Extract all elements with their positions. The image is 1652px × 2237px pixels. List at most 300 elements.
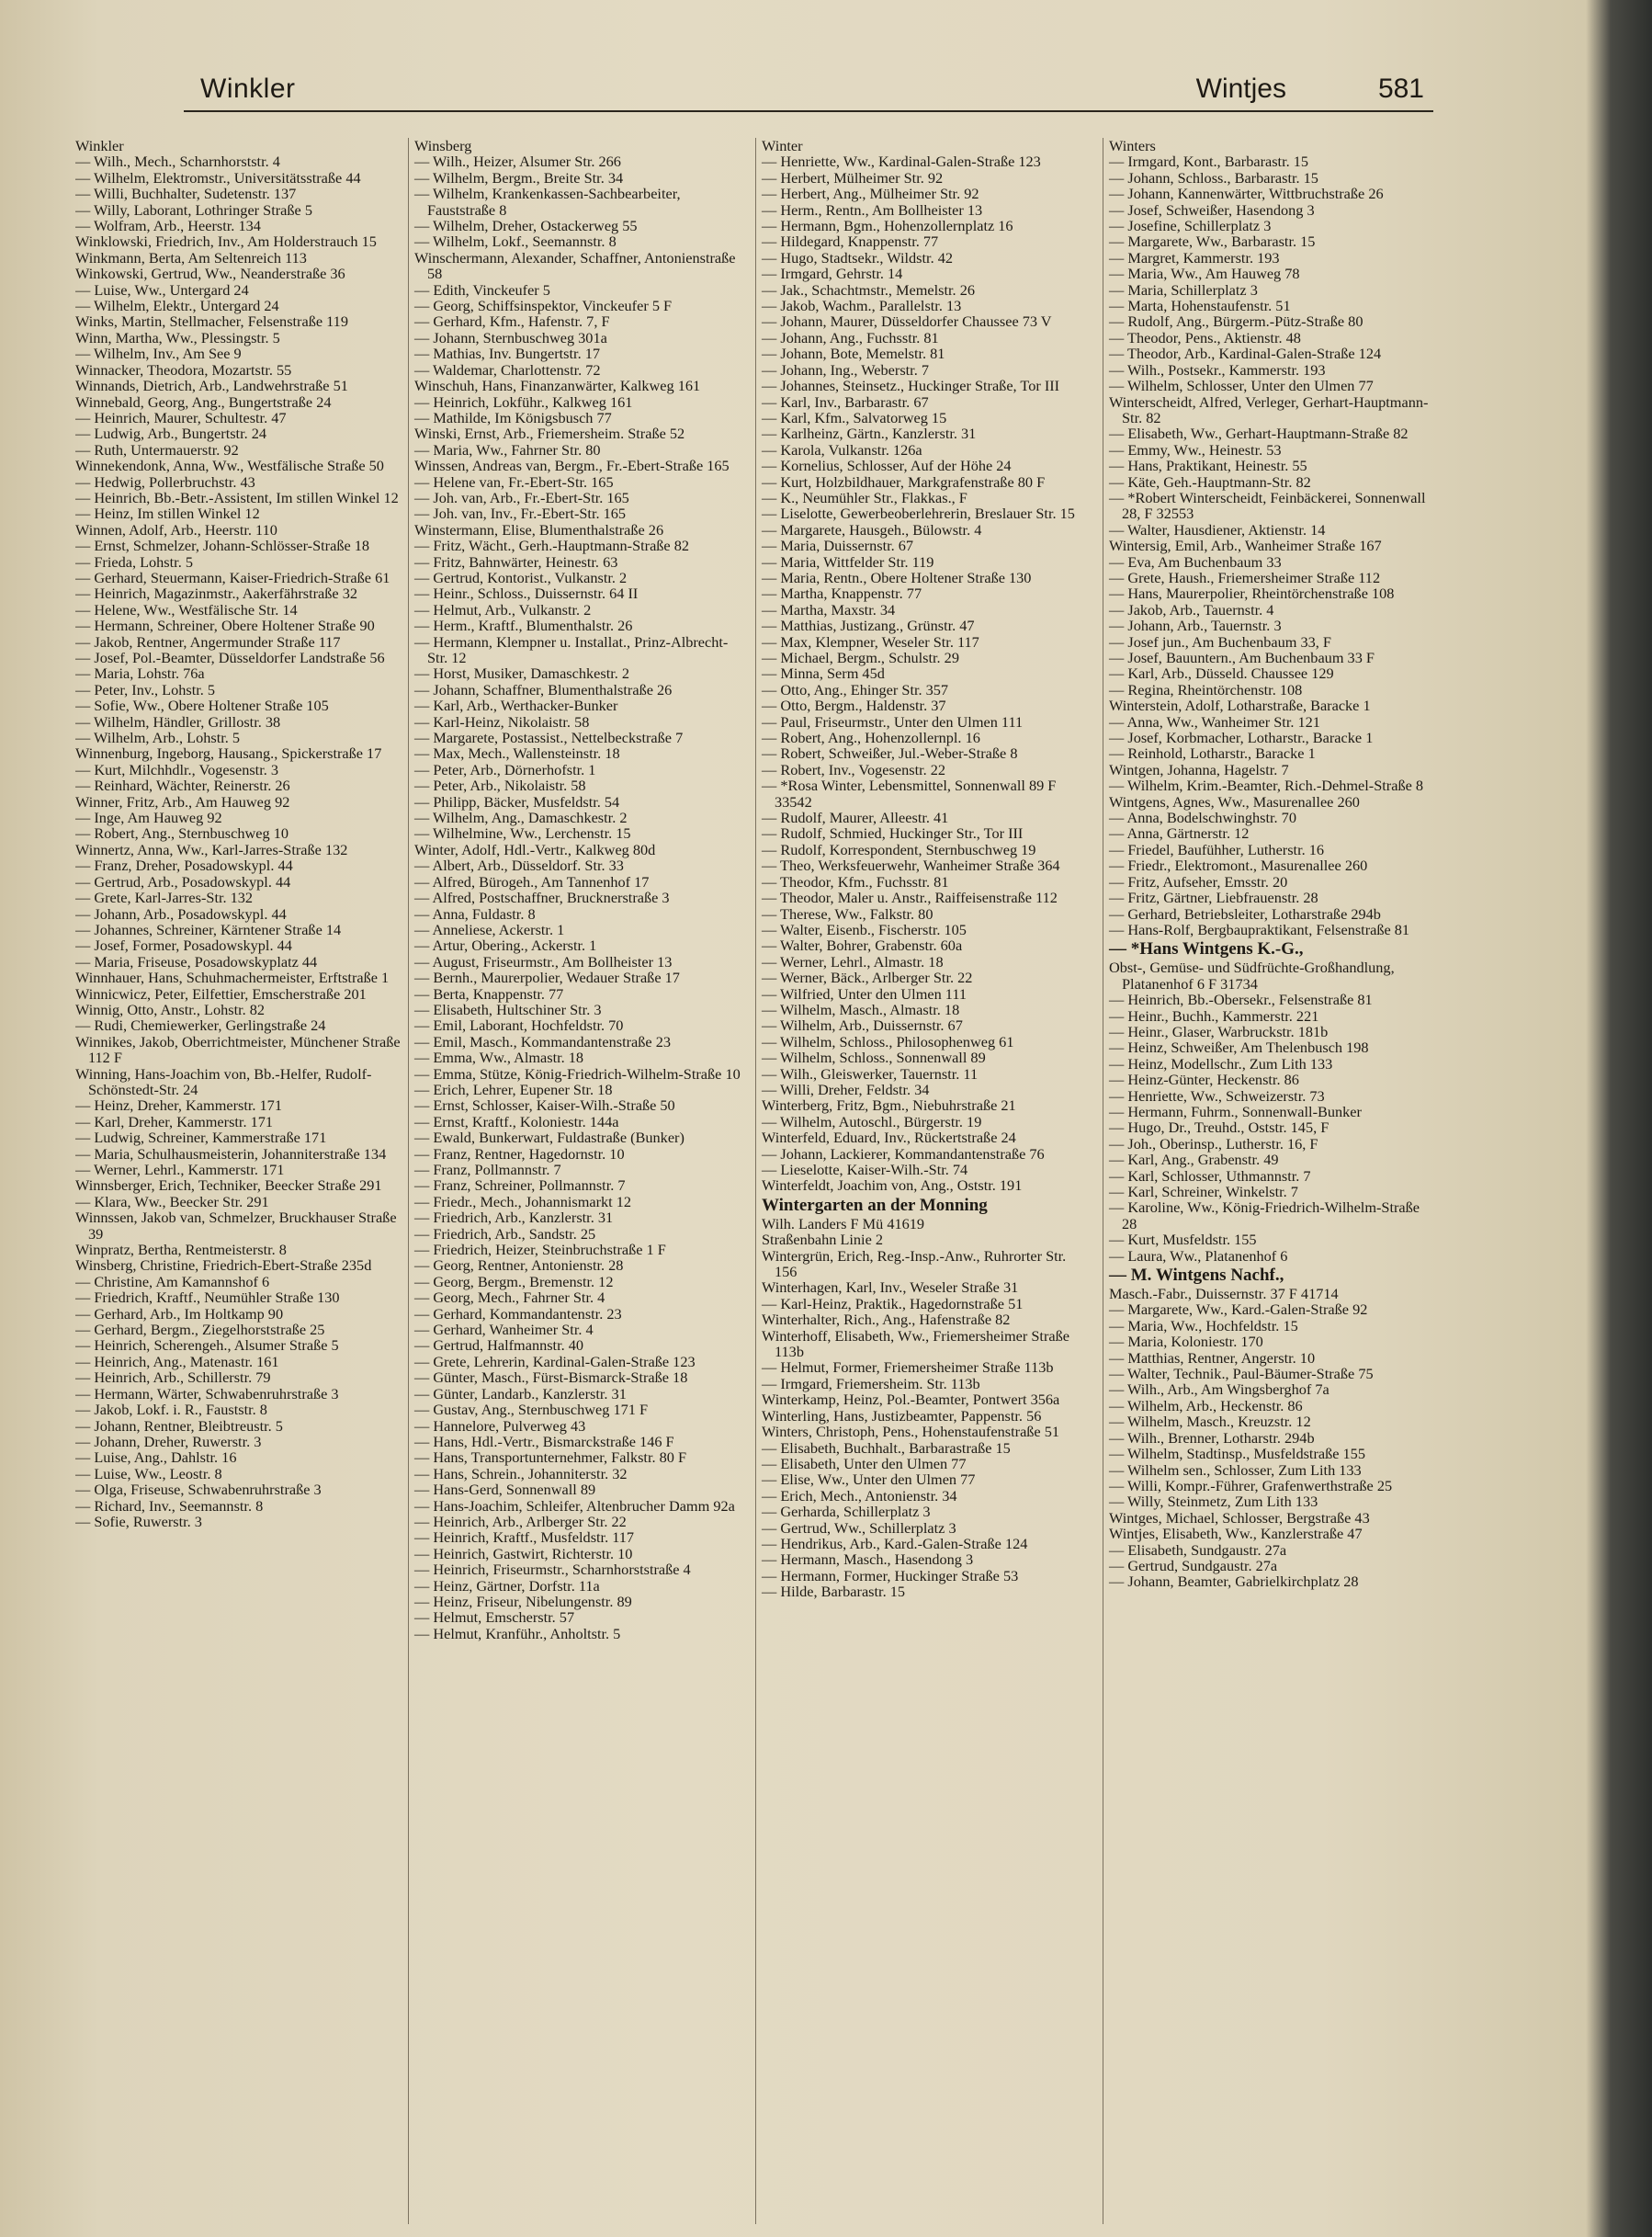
directory-entry: Wintjes, Elisabeth, Ww., Kanzlerstraße 47 bbox=[1109, 1525, 1363, 1543]
directory-entry: — Wilhelm, Schloss., Philosophenweg 61 bbox=[762, 1032, 1014, 1050]
directory-entry: — Theodor, Pens., Aktienstr. 48 bbox=[1109, 328, 1301, 346]
directory-entry: — Maria, Schulhausmeisterin, Johanniterstraße 134 bbox=[75, 1144, 387, 1163]
directory-entry: — Emma, Stütze, König-Friedrich-Wilhelm-Straße 10 bbox=[414, 1064, 741, 1083]
directory-entry: — Albert, Arb., Düsseldorf. Str. 33 bbox=[414, 857, 624, 875]
directory-entry: Winterhalter, Rich., Ang., Hafenstraße 82 bbox=[762, 1311, 1011, 1329]
directory-entry: — Heinz, Gärtner, Dorfstr. 11a bbox=[414, 1576, 600, 1595]
directory-entry: — Maria, Ww., Am Hauweg 78 bbox=[1109, 265, 1300, 283]
directory-entry: — Hugo, Stadtsekr., Wildstr. 42 bbox=[762, 248, 953, 267]
directory-entry: — Matthias, Rentner, Angerstr. 10 bbox=[1109, 1348, 1316, 1367]
directory-entry: — Johann, Maurer, Düsseldorfer Chaussee 73 V bbox=[762, 312, 1052, 331]
directory-entry: — Anna, Fuldastr. 8 bbox=[414, 904, 536, 923]
directory-entry: — Maria, Schillerplatz 3 bbox=[1109, 280, 1258, 299]
directory-entry: Winsberg bbox=[414, 138, 472, 154]
directory-entry: — Rudolf, Ang., Bürgerm.-Pütz-Straße 80 bbox=[1109, 312, 1363, 331]
directory-entry: — Laura, Ww., Platanenhof 6 bbox=[1109, 1246, 1288, 1265]
directory-entry: — Herbert, Ang., Mülheimer Str. 92 bbox=[762, 185, 979, 203]
directory-entry: — Wilhelm, Händler, Grillostr. 38 bbox=[75, 712, 281, 731]
directory-entry: Winterscheidt, Alfred, Verleger, Gerhart-Hauptmann-Str. 82 bbox=[1109, 392, 1429, 426]
directory-entry: Wintgen, Johanna, Hagelstr. 7 bbox=[1109, 760, 1289, 778]
directory-entry: — Karlheinz, Gärtn., Kanzlerstr. 31 bbox=[762, 425, 977, 443]
directory-entry: — Ernst, Kraftf., Koloniestr. 144a bbox=[414, 1112, 619, 1130]
directory-entry: — Friedrich, Arb., Sandstr. 25 bbox=[414, 1224, 596, 1243]
directory-entry: Winschermann, Alexander, Schaffner, Antonienstraße 58 bbox=[414, 248, 736, 283]
directory-columns bbox=[75, 138, 1435, 2224]
directory-entry: — Hans-Rolf, Bergbaupraktikant, Felsenstraße 81 bbox=[1109, 920, 1410, 938]
directory-entry: — Heinz-Günter, Heckenstr. 86 bbox=[1109, 1071, 1299, 1089]
directory-entry: — Heinz, Friseur, Nibelungenstr. 89 bbox=[414, 1592, 632, 1610]
directory-entry: — Maria, Lohstr. 76a bbox=[75, 664, 205, 683]
directory-entry: — Heinz, Modellschr., Zum Lith 133 bbox=[1109, 1054, 1333, 1073]
page-number: 581 bbox=[1377, 74, 1424, 104]
directory-entry: — Michael, Bergm., Schulstr. 29 bbox=[762, 649, 959, 666]
directory-entry: Winnsberger, Erich, Techniker, Beecker Straße 291 bbox=[75, 1176, 382, 1195]
directory-entry: — Franz, Schreiner, Pollmannstr. 7 bbox=[414, 1176, 626, 1195]
directory-entry: — Georg, Rentner, Antonienstr. 28 bbox=[414, 1256, 624, 1275]
directory-entry: — Rudolf, Korrespondent, Sternbuschweg 19 bbox=[762, 840, 1036, 858]
header-last-name: Wintjes bbox=[1195, 74, 1286, 104]
directory-entry: — *Rosa Winter, Lebensmittel, Sonnenwall 89 F 33542 bbox=[762, 777, 1057, 811]
directory-entry: — Wilhelm, Stadtinsp., Musfeldstraße 155 bbox=[1109, 1445, 1365, 1463]
directory-entry: — Werner, Bäck., Arlberger Str. 22 bbox=[762, 969, 973, 987]
directory-entry: — Irmgard, Kont., Barbarastr. 15 bbox=[1109, 153, 1309, 171]
directory-entry: — Josef, Pol.-Beamter, Düsseldorfer Landstraße 56 bbox=[75, 649, 385, 666]
directory-entry: — Wilhelmine, Ww., Lerchenstr. 15 bbox=[414, 824, 631, 843]
directory-entry: — Emil, Laborant, Hochfeldstr. 70 bbox=[414, 1016, 624, 1035]
directory-entry: Straßenbahn Linie 2 bbox=[762, 1231, 884, 1249]
directory-entry: — Heinrich, Gastwirt, Richterstr. 10 bbox=[414, 1544, 633, 1562]
directory-entry: — Wilhelm, Krim.-Beamter, Rich.-Dehmel-Straße 8 bbox=[1109, 777, 1424, 795]
directory-entry: — Ludwig, Schreiner, Kammerstraße 171 bbox=[75, 1129, 327, 1147]
directory-entry: — Irmgard, Gehrstr. 14 bbox=[762, 265, 903, 283]
directory-entry: — Karl, Schlosser, Uthmannstr. 7 bbox=[1109, 1166, 1311, 1185]
directory-entry: — Karl, Kfm., Salvatorweg 15 bbox=[762, 408, 947, 426]
directory-entry: — *Robert Winterscheidt, Feinbäckerei, Sonnenwall 28, F 32553 bbox=[1109, 488, 1426, 523]
directory-entry: — Karoline, Ww., König-Friedrich-Wilhelm-Straße 28 bbox=[1109, 1198, 1420, 1232]
directory-entry: — Hermann, Bgm., Hohenzollernplatz 16 bbox=[762, 217, 1013, 235]
directory-entry: — Gerhard, Betriebsleiter, Lotharstraße 294b bbox=[1109, 904, 1381, 923]
directory-entry: Winsberg, Christine, Friedrich-Ebert-Straße 235d bbox=[75, 1256, 372, 1275]
directory-entry: — Ruth, Untermauerstr. 92 bbox=[75, 440, 239, 459]
directory-entry: — Rudolf, Maurer, Alleestr. 41 bbox=[762, 809, 949, 827]
directory-entry: — M. Wintgens Nachf., bbox=[1109, 1266, 1284, 1286]
directory-entry: — Josef, Bauuntern., Am Buchenbaum 33 F bbox=[1109, 649, 1375, 666]
directory-entry: — Mathias, Inv. Bungertstr. 17 bbox=[414, 345, 600, 363]
directory-entry: — Johann, Ang., Fuchsstr. 81 bbox=[762, 328, 939, 346]
directory-entry: — Alfred, Bürogeh., Am Tannenhof 17 bbox=[414, 872, 650, 891]
directory-entry: Winterfeldt, Joachim von, Ang., Oststr. 191 bbox=[762, 1176, 1023, 1195]
directory-entry: — Friedr., Elektromont., Masurenallee 260 bbox=[1109, 857, 1368, 875]
directory-entry: — Josef, Schweißer, Hasendong 3 bbox=[1109, 200, 1315, 219]
directory-entry: — Margarete, Ww., Barbarastr. 15 bbox=[1109, 233, 1316, 251]
header-first-name: Winkler bbox=[200, 74, 296, 104]
directory-entry: — Werner, Lehrl., Almastr. 18 bbox=[762, 952, 944, 971]
directory-entry: — Robert, Ang., Sternbuschweg 10 bbox=[75, 824, 289, 843]
directory-entry: — Gertrud, Arb., Posadowskypl. 44 bbox=[75, 872, 291, 891]
directory-entry: — Philipp, Bäcker, Musfeldstr. 54 bbox=[414, 792, 620, 811]
directory-entry: — Heinrich, Bb.-Obersekr., Felsenstraße 81 bbox=[1109, 991, 1373, 1009]
directory-entry: — Robert, Inv., Vogesenstr. 22 bbox=[762, 760, 946, 778]
directory-entry: — Robert, Schweißer, Jul.-Weber-Straße 8 bbox=[762, 744, 1018, 763]
directory-entry: — Wolfram, Arb., Heerstr. 134 bbox=[75, 217, 261, 235]
directory-entry: — Gertrud, Sundgaustr. 27a bbox=[1109, 1556, 1278, 1574]
directory-entry: — Wilh., Postsekr., Kammerstr. 193 bbox=[1109, 360, 1326, 379]
directory-entry: — Otto, Bergm., Haldenstr. 37 bbox=[762, 697, 946, 715]
directory-entry: — Wilhelm, Dreher, Ostackerweg 55 bbox=[414, 217, 638, 235]
directory-entry: — Fritz, Aufseher, Emsstr. 20 bbox=[1109, 872, 1288, 891]
directory-entry: — Josef, Former, Posadowskypl. 44 bbox=[75, 937, 292, 955]
directory-entry: — Herm., Rentn., Am Bollheister 13 bbox=[762, 200, 983, 219]
directory-entry: — Hildegard, Knappenstr. 77 bbox=[762, 233, 939, 251]
directory-entry: — Johann, Ing., Weberstr. 7 bbox=[762, 360, 929, 379]
directory-entry: — Jakob, Arb., Tauernstr. 4 bbox=[1109, 600, 1274, 619]
directory-entry: — Wilh., Arb., Am Wingsberghof 7a bbox=[1109, 1380, 1330, 1399]
directory-entry: — Ewald, Bunkerwart, Fuldastraße (Bunker) bbox=[414, 1129, 685, 1147]
directory-entry: — Kurt, Holzbildhauer, Markgrafenstraße 80 F bbox=[762, 472, 1046, 491]
column-4 bbox=[1103, 138, 1436, 2224]
directory-entry: — Anneliese, Ackerstr. 1 bbox=[414, 920, 565, 938]
directory-entry: — Lieselotte, Kaiser-Wilh.-Str. 74 bbox=[762, 1161, 968, 1178]
directory-entry: — Johann, Schaffner, Blumenthalstraße 26 bbox=[414, 680, 673, 698]
directory-entry: — Werner, Lehrl., Kammerstr. 171 bbox=[75, 1161, 285, 1178]
directory-entry: — Gertrud, Kontorist., Vulkanstr. 2 bbox=[414, 568, 628, 586]
directory-entry: Winks, Martin, Stellmacher, Felsenstraße 119 bbox=[75, 312, 348, 331]
directory-entry: — Horst, Musiker, Damaschkestr. 2 bbox=[414, 664, 630, 683]
directory-entry: — Hans, Schrein., Johanniterstr. 32 bbox=[414, 1464, 628, 1482]
directory-entry: — Elisabeth, Buchhalt., Barbarastraße 15 bbox=[762, 1438, 1011, 1457]
directory-entry: — Luise, Ww., Leostr. 8 bbox=[75, 1464, 222, 1482]
directory-entry: — Heinrich, Ang., Matenastr. 161 bbox=[75, 1352, 279, 1370]
directory-entry: Winnig, Otto, Anstr., Lohstr. 82 bbox=[75, 1000, 266, 1018]
directory-entry: — Ludwig, Arb., Bungertstr. 24 bbox=[75, 425, 267, 443]
directory-entry: — Matthias, Justizang., Grünstr. 47 bbox=[762, 617, 975, 635]
directory-entry: Winnicwicz, Peter, Eilfettier, Emscherstraße 201 bbox=[75, 984, 367, 1003]
directory-entry: — Hermann, Fuhrm., Sonnenwall-Bunker bbox=[1109, 1102, 1362, 1120]
directory-entry: — Hugo, Dr., Treuhd., Oststr. 145, F bbox=[1109, 1118, 1330, 1137]
directory-entry: — Minna, Serm 45d bbox=[762, 664, 885, 683]
directory-entry: — Martha, Maxstr. 34 bbox=[762, 600, 896, 619]
directory-entry: — Wilh., Mech., Scharnhorststr. 4 bbox=[75, 153, 280, 171]
directory-entry: — Johann, Dreher, Ruwerstr. 3 bbox=[75, 1432, 262, 1450]
directory-entry: — Grete, Haush., Friemersheimer Straße 112 bbox=[1109, 568, 1381, 586]
directory-entry: — Franz, Rentner, Hagedornstr. 10 bbox=[414, 1144, 625, 1163]
directory-entry: — Bernh., Maurerpolier, Wedauer Straße 17 bbox=[414, 969, 680, 987]
directory-entry: — Marta, Hohenstaufenstr. 51 bbox=[1109, 297, 1291, 315]
directory-entry: Winnhauer, Hans, Schuhmachermeister, Erftstraße 1 bbox=[75, 969, 390, 987]
directory-entry: Wintergarten an der Monning bbox=[762, 1195, 988, 1215]
directory-entry: — Jakob, Wachm., Parallelstr. 13 bbox=[762, 297, 962, 315]
directory-entry: — Walter, Bohrer, Grabenstr. 60a bbox=[762, 937, 963, 955]
directory-entry: — Heinz, Dreher, Kammerstr. 171 bbox=[75, 1096, 282, 1115]
directory-entry: — Johann, Lackierer, Kommandantenstraße 76 bbox=[762, 1144, 1045, 1163]
directory-entry: — Gertrud, Ww., Schillerplatz 3 bbox=[762, 1518, 956, 1537]
directory-entry: — Josef, Korbmacher, Lotharstr., Baracke 1 bbox=[1109, 729, 1374, 747]
directory-entry: — Max, Mech., Wallensteinstr. 18 bbox=[414, 744, 620, 763]
directory-entry: Winnikes, Jakob, Oberrichtmeister, Münchener Straße 112 F bbox=[75, 1032, 401, 1067]
directory-entry: — Emil, Masch., Kommandantenstraße 23 bbox=[414, 1032, 671, 1050]
directory-entry: — Maria, Friseuse, Posadowskyplatz 44 bbox=[75, 952, 318, 971]
directory-entry: Wintgens, Agnes, Ww., Masurenallee 260 bbox=[1109, 792, 1360, 811]
directory-entry: — Kurt, Milchhdlr., Vogesenstr. 3 bbox=[75, 760, 279, 778]
directory-entry: — Theodor, Arb., Kardinal-Galen-Straße 124 bbox=[1109, 345, 1382, 363]
directory-entry: — Mathilde, Im Königsbusch 77 bbox=[414, 408, 612, 426]
directory-entry: — Luise, Ang., Dahlstr. 16 bbox=[75, 1448, 237, 1467]
directory-entry: — Friedel, Baufühher, Lutherstr. 16 bbox=[1109, 840, 1325, 858]
directory-entry: — Johann, Bote, Memelstr. 81 bbox=[762, 345, 945, 363]
directory-entry: Winnssen, Jakob van, Schmelzer, Bruckhauser Straße 39 bbox=[75, 1209, 397, 1243]
directory-entry: — Elisabeth, Ww., Gerhart-Hauptmann-Straße 82 bbox=[1109, 425, 1409, 443]
directory-entry: — Rudi, Chemiewerker, Gerlingstraße 24 bbox=[75, 1016, 326, 1035]
directory-entry: Obst-, Gemüse- und Südfrüchte-Großhandlung, Platanenhof 6 F 31734 bbox=[1109, 959, 1395, 993]
directory-entry: — Hans-Gerd, Sonnenwall 89 bbox=[414, 1481, 596, 1499]
directory-entry: — Rudolf, Schmied, Huckinger Str., Tor III bbox=[762, 824, 1024, 843]
directory-entry: — Gertrud, Halfmannstr. 40 bbox=[414, 1336, 584, 1355]
directory-entry: — Josefine, Schillerplatz 3 bbox=[1109, 217, 1272, 235]
directory-entry: — Günter, Landarb., Kanzlerstr. 31 bbox=[414, 1384, 627, 1402]
directory-entry: — Heinr., Glaser, Warbruckstr. 181b bbox=[1109, 1022, 1329, 1040]
directory-entry: Winn, Martha, Ww., Plessingstr. 5 bbox=[75, 328, 280, 346]
directory-entry: — Friedrich, Arb., Kanzlerstr. 31 bbox=[414, 1209, 614, 1227]
directory-entry: Winnacker, Theodora, Mozartstr. 55 bbox=[75, 360, 292, 379]
directory-entry: — Friedrich, Kraftf., Neumühler Straße 130 bbox=[75, 1289, 340, 1307]
directory-entry: — Jakob, Lokf. i. R., Fauststr. 8 bbox=[75, 1401, 267, 1419]
directory-entry: — Anna, Gärtnerstr. 12 bbox=[1109, 824, 1250, 843]
directory-entry: — Gerhard, Arb., Im Holtkamp 90 bbox=[75, 1304, 284, 1323]
directory-entry: — Margret, Kammerstr. 193 bbox=[1109, 248, 1280, 267]
directory-entry: — Peter, Arb., Dörnerhofstr. 1 bbox=[414, 760, 596, 778]
directory-entry: — Johann, Sternbuschweg 301a bbox=[414, 328, 607, 346]
directory-entry: — Maria, Duissernstr. 67 bbox=[762, 537, 914, 555]
directory-entry: — Margarete, Hausgeh., Bülowstr. 4 bbox=[762, 520, 982, 539]
directory-entry: — Helmut, Kranführ., Anholtstr. 5 bbox=[414, 1624, 621, 1642]
directory-entry: Winski, Ernst, Arb., Friemersheim. Straße 52 bbox=[414, 425, 685, 443]
directory-entry: — Edith, Vinckeufer 5 bbox=[414, 280, 550, 299]
directory-entry: — Elise, Ww., Unter den Ulmen 77 bbox=[762, 1471, 976, 1489]
directory-entry: — Heinrich, Scherengeh., Alsumer Straße 5 bbox=[75, 1336, 339, 1355]
directory-entry: — Wilhelm, Ang., Damaschkestr. 2 bbox=[414, 809, 628, 827]
directory-entry: — Sofie, Ww., Obere Holtener Straße 105 bbox=[75, 697, 329, 715]
directory-entry: — Karl-Heinz, Nikolaistr. 58 bbox=[414, 712, 590, 731]
directory-entry: Winter, Adolf, Hdl.-Vertr., Kalkweg 80d bbox=[414, 840, 656, 858]
directory-entry: Winklowski, Friedrich, Inv., Am Holderstrauch 15 bbox=[75, 233, 377, 251]
directory-entry: — Wilhelm, Inv., Am See 9 bbox=[75, 345, 242, 363]
directory-entry: — Peter, Inv., Lohstr. 5 bbox=[75, 680, 216, 698]
directory-entry: — Gerhard, Kfm., Hafenstr. 7, F bbox=[414, 312, 610, 331]
directory-entry: — Heinrich, Magazinmstr., Aakerfährstraße 32 bbox=[75, 585, 357, 603]
directory-entry: — Maria, Rentn., Obere Holtener Straße 130 bbox=[762, 568, 1032, 586]
directory-entry: — Walter, Technik., Paul-Bäumer-Straße 75 bbox=[1109, 1365, 1374, 1383]
directory-entry: — Friedr., Mech., Johannismarkt 12 bbox=[414, 1192, 632, 1210]
directory-entry: — Wilhelm, Krankenkassen-Sachbearbeiter, Fauststraße 8 bbox=[414, 185, 681, 219]
directory-entry: Winterberg, Fritz, Bgm., Niebuhrstraße 21 bbox=[762, 1096, 1016, 1115]
directory-entry: — Georg, Schiffsinspektor, Vinckeufer 5 F bbox=[414, 297, 673, 315]
directory-entry: — Joh., Oberinsp., Lutherstr. 16, F bbox=[1109, 1134, 1318, 1153]
directory-entry: Winnebald, Georg, Ang., Bungertstraße 24 bbox=[75, 392, 332, 411]
directory-entry: — Karl, Arb., Düsseld. Chaussee 129 bbox=[1109, 664, 1334, 683]
directory-entry: — Heinrich, Arb., Schillerstr. 79 bbox=[75, 1368, 271, 1387]
directory-entry: — Artur, Obering., Ackerstr. 1 bbox=[414, 937, 597, 955]
directory-entry: — Willy, Laborant, Lothringer Straße 5 bbox=[75, 200, 312, 219]
directory-entry: — Margarete, Postassist., Nettelbeckstraße 7 bbox=[414, 729, 684, 747]
directory-entry: — Hilde, Barbarastr. 15 bbox=[762, 1583, 905, 1601]
directory-entry: Winner, Fritz, Arb., Am Hauweg 92 bbox=[75, 792, 290, 811]
directory-entry: — Jakob, Rentner, Angermunder Straße 117 bbox=[75, 632, 341, 651]
directory-entry: — Willi, Dreher, Feldstr. 34 bbox=[762, 1080, 930, 1098]
directory-entry: — Gerhard, Bergm., Ziegelhorststraße 25 bbox=[75, 1321, 325, 1339]
directory-entry: — Heinrich, Friseurmstr., Scharnhorststraße 4 bbox=[414, 1561, 691, 1579]
directory-entry: — Max, Klempner, Weseler Str. 117 bbox=[762, 632, 979, 651]
directory-entry: — Henriette, Ww., Schweizerstr. 73 bbox=[1109, 1086, 1325, 1105]
directory-entry: — Franz, Dreher, Posadowskypl. 44 bbox=[75, 857, 293, 875]
directory-entry: — K., Neumühler Str., Flakkas., F bbox=[762, 488, 967, 506]
directory-entry: — Gerhard, Wanheimer Str. 4 bbox=[414, 1321, 594, 1339]
directory-entry: — Johann, Rentner, Bleibtreustr. 5 bbox=[75, 1416, 283, 1435]
directory-entry: — Herm., Kraftf., Blumenthalstr. 26 bbox=[414, 617, 633, 635]
directory-entry: — Hermann, Klempner u. Installat., Prinz-Albrecht-Str. 12 bbox=[414, 632, 729, 666]
directory-entry: — Wilhelm, Arb., Lohstr. 5 bbox=[75, 729, 241, 747]
directory-entry: — Elisabeth, Unter den Ulmen 77 bbox=[762, 1454, 967, 1472]
directory-entry: — Anna, Bodelschwinghstr. 70 bbox=[1109, 809, 1296, 827]
page-header bbox=[184, 64, 1433, 112]
directory-entry: — Elisabeth, Hultschiner Str. 3 bbox=[414, 1000, 602, 1018]
directory-entry: — Hannelore, Pulverweg 43 bbox=[414, 1416, 586, 1435]
directory-entry: Winterstein, Adolf, Lotharstraße, Baracke 1 bbox=[1109, 697, 1371, 715]
directory-entry: — Anna, Ww., Wanheimer Str. 121 bbox=[1109, 712, 1320, 731]
directory-entry: — Johann, Arb., Tauernstr. 3 bbox=[1109, 617, 1282, 635]
directory-entry: — Wilh., Brenner, Lotharstr. 294b bbox=[1109, 1428, 1315, 1447]
directory-entry: — Jak., Schachtmstr., Memelstr. 26 bbox=[762, 280, 975, 299]
directory-entry: — Johannes, Steinsetz., Huckinger Straße, Tor III bbox=[762, 377, 1060, 395]
directory-entry: — Fritz, Gärtner, Liebfrauenstr. 28 bbox=[1109, 889, 1318, 907]
directory-entry: Wintges, Michael, Schlosser, Bergstraße 43 bbox=[1109, 1508, 1370, 1527]
directory-entry: — Maria, Ww., Hochfeldstr. 15 bbox=[1109, 1316, 1298, 1334]
directory-entry: — Kurt, Musfeldstr. 155 bbox=[1109, 1231, 1257, 1249]
directory-entry: — Helmut, Emscherstr. 57 bbox=[414, 1608, 575, 1627]
directory-entry: — Gerhard, Kommandantenstr. 23 bbox=[414, 1304, 622, 1323]
directory-entry: — *Hans Wintgens K.-G., bbox=[1109, 939, 1304, 960]
directory-entry: — Johann, Kannenwärter, Wittbruchstraße 26 bbox=[1109, 185, 1384, 203]
directory-entry: — Wilhelm, Elektromstr., Universitätsstraße 44 bbox=[75, 168, 361, 187]
directory-entry: — Hermann, Former, Huckinger Straße 53 bbox=[762, 1566, 1019, 1584]
directory-entry: Winkowski, Gertrud, Ww., Neanderstraße 36 bbox=[75, 265, 345, 283]
directory-entry: Winpratz, Bertha, Rentmeisterstr. 8 bbox=[75, 1241, 287, 1259]
directory-entry: Winter bbox=[762, 138, 803, 154]
directory-entry: — Heinrich, Arb., Arlberger Str. 22 bbox=[414, 1512, 627, 1530]
directory-entry: Winstermann, Elise, Blumenthalstraße 26 bbox=[414, 520, 664, 539]
directory-entry: — Luise, Ww., Untergard 24 bbox=[75, 280, 249, 299]
directory-entry: — Wilhelm, Schlosser, Unter den Ulmen 77 bbox=[1109, 377, 1374, 395]
directory-entry: — Wilhelm, Schloss., Sonnenwall 89 bbox=[762, 1049, 986, 1067]
directory-entry: Winters bbox=[1109, 138, 1156, 154]
directory-entry: — Gerharda, Schillerplatz 3 bbox=[762, 1503, 931, 1521]
directory-entry: — Erich, Lehrer, Eupener Str. 18 bbox=[414, 1080, 613, 1098]
directory-entry: — Karola, Vulkanstr. 126a bbox=[762, 440, 922, 459]
directory-entry: — Heinrich, Kraftf., Musfeldstr. 117 bbox=[414, 1528, 635, 1547]
directory-entry: — Herbert, Mülheimer Str. 92 bbox=[762, 168, 944, 187]
directory-entry: — Wilh., Gleiswerker, Tauernstr. 11 bbox=[762, 1064, 979, 1083]
directory-entry: — Karl, Arb., Werthacker-Bunker bbox=[414, 697, 618, 715]
directory-entry: — Hermann, Schreiner, Obere Holtener Straße 90 bbox=[75, 617, 375, 635]
directory-entry: — Johann, Arb., Posadowskypl. 44 bbox=[75, 904, 287, 923]
directory-entry: — Reinhard, Wächter, Reinerstr. 26 bbox=[75, 777, 290, 795]
directory-entry: — Gerhard, Steuermann, Kaiser-Friedrich-Straße 61 bbox=[75, 568, 390, 586]
directory-entry: — Johann, Beamter, Gabrielkirchplatz 28 bbox=[1109, 1573, 1359, 1591]
directory-entry: — Willy, Steinmetz, Zum Lith 133 bbox=[1109, 1493, 1318, 1511]
directory-entry: — Kornelius, Schlosser, Auf der Höhe 24 bbox=[762, 457, 1012, 475]
directory-entry: — Richard, Inv., Seemannstr. 8 bbox=[75, 1496, 264, 1515]
directory-entry: — Elisabeth, Sundgaustr. 27a bbox=[1109, 1540, 1287, 1559]
directory-entry: — Frieda, Lohstr. 5 bbox=[75, 552, 193, 571]
directory-entry: — Hermann, Masch., Hasendong 3 bbox=[762, 1550, 974, 1569]
directory-entry: — Inge, Am Hauweg 92 bbox=[75, 809, 222, 827]
directory-entry: Wintersig, Emil, Arb., Wanheimer Straße 167 bbox=[1109, 537, 1382, 555]
directory-entry: — Günter, Masch., Fürst-Bismarck-Straße 18 bbox=[414, 1368, 688, 1387]
directory-entry: — Karl, Dreher, Kammerstr. 171 bbox=[75, 1112, 274, 1130]
directory-entry: — Johannes, Schreiner, Kärntener Straße 14 bbox=[75, 920, 342, 938]
directory-entry: Winnenburg, Ingeborg, Hausang., Spickerstraße 17 bbox=[75, 744, 382, 763]
directory-entry: Wintergrün, Erich, Reg.-Insp.-Anw., Ruhrorter Str. 156 bbox=[762, 1246, 1067, 1281]
directory-entry: — Regina, Rheintörchenstr. 108 bbox=[1109, 680, 1303, 698]
directory-entry: — Alfred, Postschaffner, Brucknerstraße 3 bbox=[414, 889, 670, 907]
directory-entry: Winterhagen, Karl, Inv., Weseler Straße 31 bbox=[762, 1278, 1019, 1297]
directory-entry: — Hermann, Wärter, Schwabenruhrstraße 3 bbox=[75, 1384, 339, 1402]
directory-entry: — Walter, Eisenb., Fischerstr. 105 bbox=[762, 920, 967, 938]
directory-entry: — Wilhelm, Lokf., Seemannstr. 8 bbox=[414, 233, 617, 251]
column-2 bbox=[408, 138, 741, 2224]
directory-entry: — Theodor, Maler u. Anstr., Raiffeisenstraße 112 bbox=[762, 889, 1058, 907]
directory-entry: — Klara, Ww., Beecker Str. 291 bbox=[75, 1192, 269, 1210]
directory-entry: — Sofie, Ruwerstr. 3 bbox=[75, 1512, 202, 1530]
directory-entry: Winssen, Andreas van, Bergm., Fr.-Ebert-Straße 165 bbox=[414, 457, 730, 475]
directory-entry: — Theodor, Kfm., Fuchsstr. 81 bbox=[762, 872, 949, 891]
directory-entry: — Peter, Arb., Nikolaistr. 58 bbox=[414, 777, 586, 795]
directory-entry: — Therese, Ww., Falkstr. 80 bbox=[762, 904, 933, 923]
directory-entry: — Christine, Am Kamannshof 6 bbox=[75, 1272, 270, 1290]
directory-entry: Winning, Hans-Joachim von, Bb.-Helfer, Rudolf-Schönstedt-Str. 24 bbox=[75, 1064, 372, 1098]
directory-entry: — Hans, Transportunternehmer, Falkstr. 80 F bbox=[414, 1448, 687, 1467]
directory-entry: Winnands, Dietrich, Arb., Landwehrstraße 51 bbox=[75, 377, 348, 395]
directory-entry: — Joh. van, Inv., Fr.-Ebert-Str. 165 bbox=[414, 505, 627, 523]
directory-entry: — Ernst, Schlosser, Kaiser-Wilh.-Straße 50 bbox=[414, 1096, 675, 1115]
directory-entry: — Theo, Werksfeuerwehr, Wanheimer Straße 364 bbox=[762, 857, 1060, 875]
directory-entry: — Irmgard, Friemersheim. Str. 113b bbox=[762, 1374, 980, 1392]
directory-entry: — Wilhelm, Autoschl., Bürgerstr. 19 bbox=[762, 1112, 982, 1130]
directory-entry: — Johann, Schloss., Barbarastr. 15 bbox=[1109, 168, 1318, 187]
directory-entry: — Ernst, Schmelzer, Johann-Schlösser-Straße 18 bbox=[75, 537, 370, 555]
directory-entry: — Karl, Ang., Grabenstr. 49 bbox=[1109, 1151, 1279, 1169]
directory-entry: — Waldemar, Charlottenstr. 72 bbox=[414, 360, 601, 379]
directory-entry: — Wilhelm sen., Schlosser, Zum Lith 133 bbox=[1109, 1460, 1362, 1479]
directory-entry: — Paul, Friseurmstr., Unter den Ulmen 111 bbox=[762, 712, 1024, 731]
directory-entry: — Helmut, Arb., Vulkanstr. 2 bbox=[414, 600, 592, 619]
directory-entry: — Olga, Friseuse, Schwabenruhrstraße 3 bbox=[75, 1481, 322, 1499]
directory-entry: — Heinr., Buchh., Kammerstr. 221 bbox=[1109, 1006, 1319, 1025]
directory-entry: — Maria, Ww., Fahrner Str. 80 bbox=[414, 440, 601, 459]
directory-entry: — Hans, Maurerpolier, Rheintörchenstraße 108 bbox=[1109, 585, 1395, 603]
directory-entry: — Wilhelm, Arb., Duissernstr. 67 bbox=[762, 1016, 963, 1035]
directory-entry: — Hedwig, Pollerbruchstr. 43 bbox=[75, 472, 255, 491]
directory-entry: — Georg, Mech., Fahrner Str. 4 bbox=[414, 1289, 605, 1307]
directory-entry: — Helmut, Former, Friemersheimer Straße 113b bbox=[762, 1358, 1054, 1377]
column-3 bbox=[755, 138, 1089, 2224]
directory-entry: — Fritz, Wächt., Gerh.-Hauptmann-Straße 82 bbox=[414, 537, 690, 555]
directory-entry: — Wilhelm, Elektr., Untergard 24 bbox=[75, 297, 279, 315]
directory-entry: — Karl, Schreiner, Winkelstr. 7 bbox=[1109, 1183, 1298, 1200]
directory-entry: — Heinz, Im stillen Winkel 12 bbox=[75, 505, 260, 523]
directory-entry: Winkler bbox=[75, 138, 124, 154]
directory-entry: — Berta, Knappenstr. 77 bbox=[414, 984, 564, 1003]
directory-entry: — Otto, Ang., Ehinger Str. 357 bbox=[762, 680, 949, 698]
